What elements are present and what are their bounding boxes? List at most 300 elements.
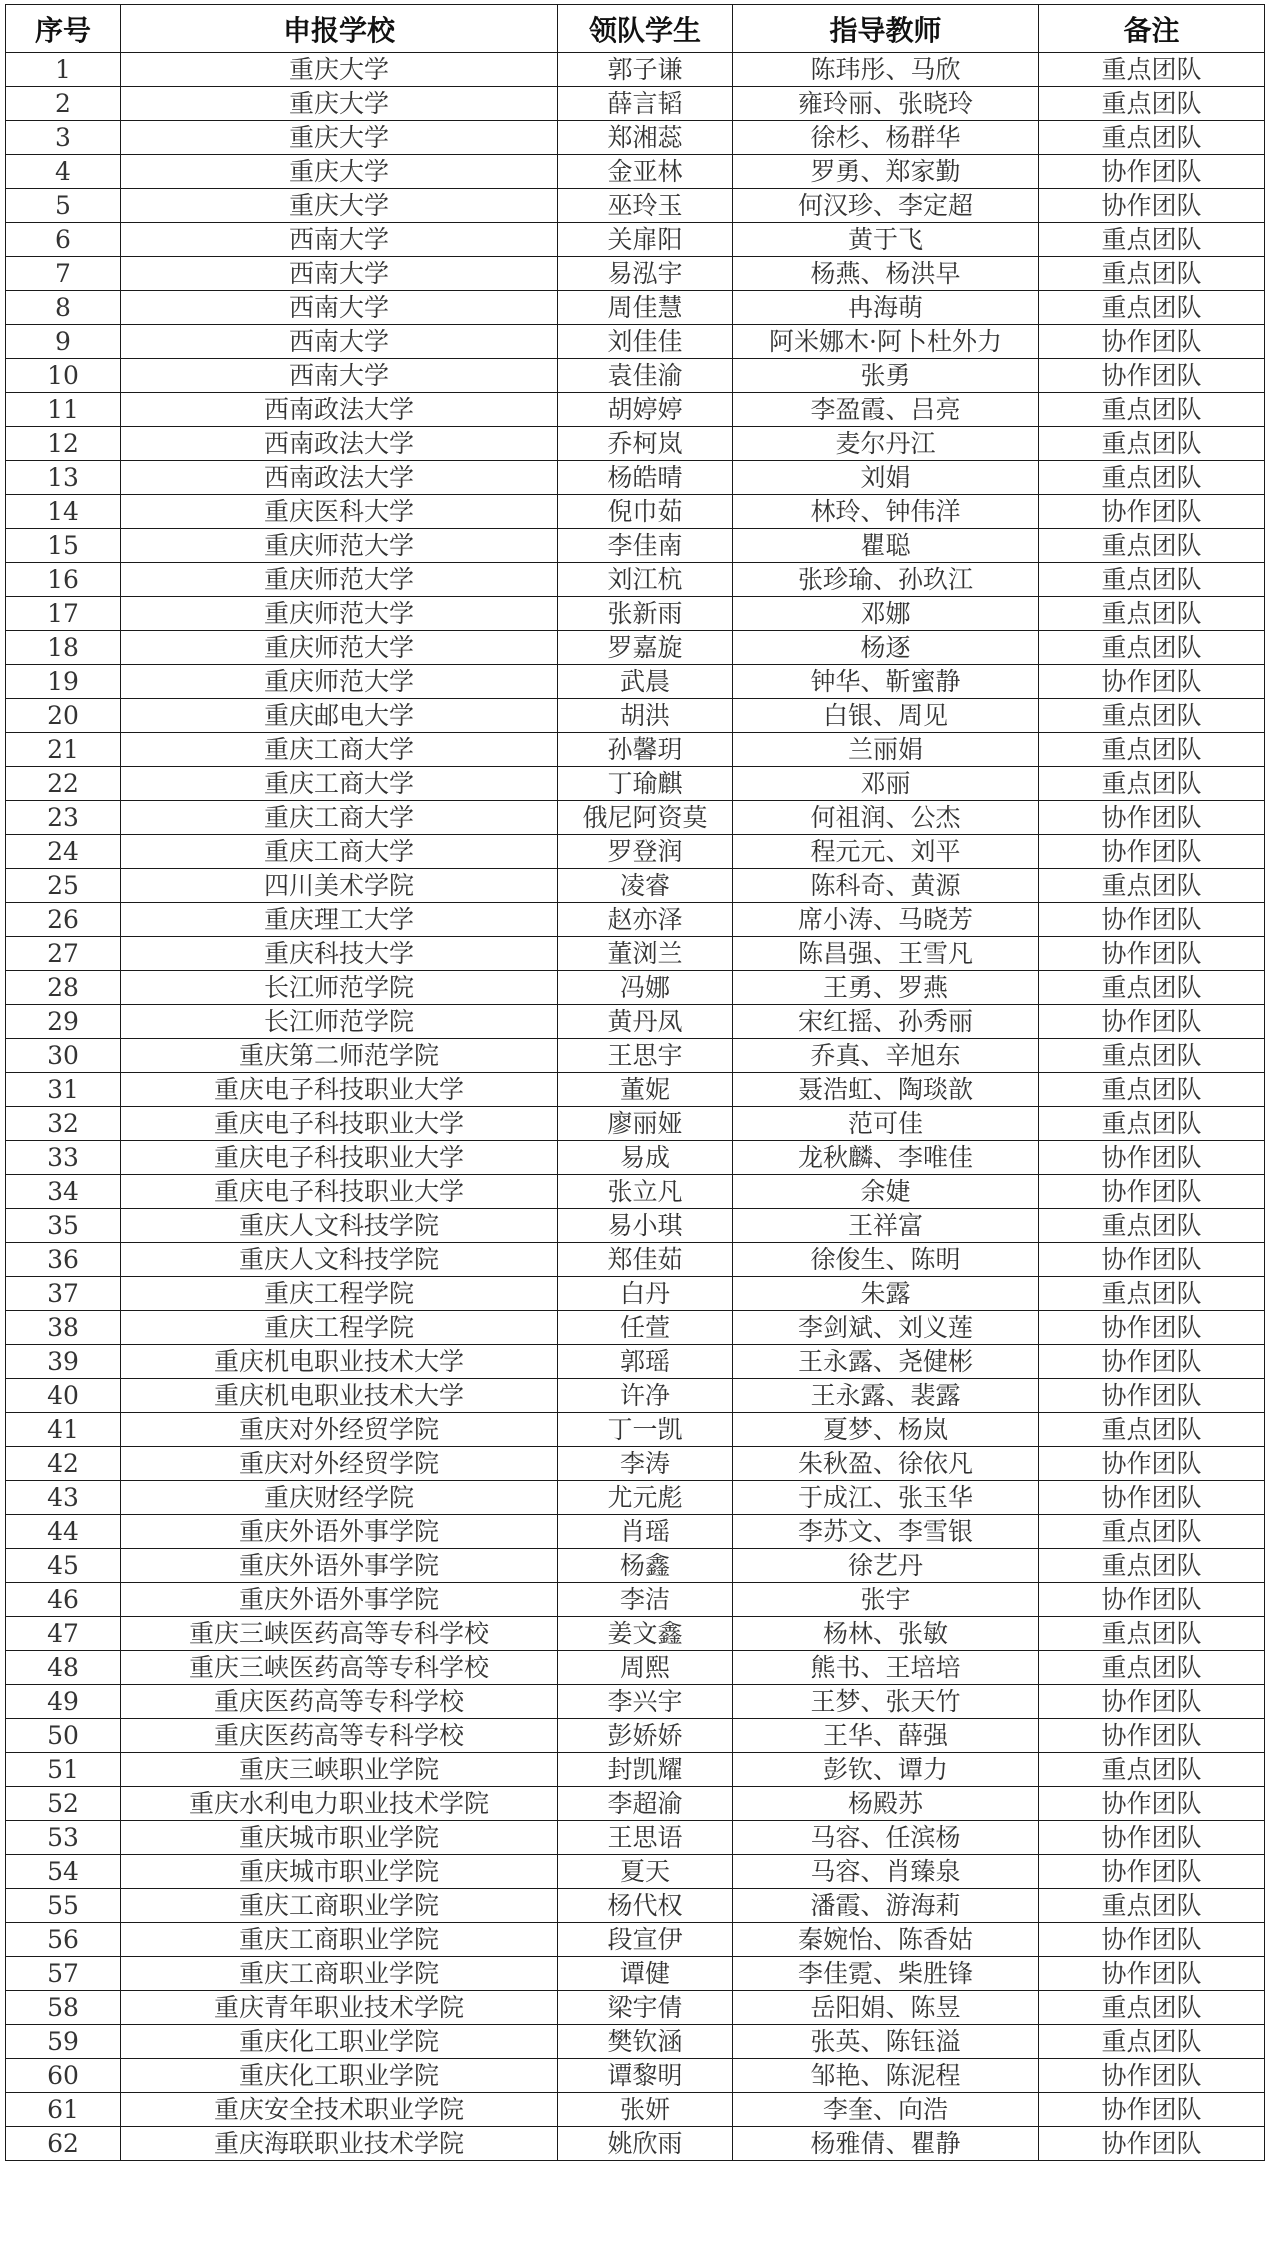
cell-index: 57 [6, 1957, 121, 1991]
cell-school: 重庆外语外事学院 [121, 1549, 558, 1583]
table-row [6, 1413, 1265, 1447]
cell-teacher: 王梦、张天竹 [733, 1685, 1039, 1719]
cell-student: 倪巾茹 [558, 495, 733, 529]
cell-note: 协作团队 [1039, 2059, 1265, 2093]
table-row [6, 1651, 1265, 1685]
cell-note: 协作团队 [1039, 1141, 1265, 1175]
cell-note: 重点团队 [1039, 1277, 1265, 1311]
cell-teacher: 罗勇、郑家勤 [733, 155, 1039, 189]
table-row [6, 1957, 1265, 1991]
cell-teacher: 王永露、尧健彬 [733, 1345, 1039, 1379]
table-row [6, 767, 1265, 801]
cell-teacher: 陈玮彤、马欣 [733, 53, 1039, 87]
cell-student: 胡婷婷 [558, 393, 733, 427]
table-row [6, 1447, 1265, 1481]
cell-note: 协作团队 [1039, 1685, 1265, 1719]
cell-index: 17 [6, 597, 121, 631]
cell-teacher: 王华、薛强 [733, 1719, 1039, 1753]
cell-index: 15 [6, 529, 121, 563]
cell-school: 西南政法大学 [121, 427, 558, 461]
cell-teacher: 宋红摇、孙秀丽 [733, 1005, 1039, 1039]
cell-index: 25 [6, 869, 121, 903]
cell-teacher: 阿米娜木·阿卜杜外力 [733, 325, 1039, 359]
table-row [6, 1209, 1265, 1243]
cell-index: 23 [6, 801, 121, 835]
cell-school: 重庆水利电力职业技术学院 [121, 1787, 558, 1821]
table-row [6, 1787, 1265, 1821]
cell-index: 53 [6, 1821, 121, 1855]
cell-student: 黄丹凤 [558, 1005, 733, 1039]
cell-school: 重庆工程学院 [121, 1311, 558, 1345]
cell-index: 3 [6, 121, 121, 155]
cell-student: 丁瑜麒 [558, 767, 733, 801]
cell-teacher: 秦婉怡、陈香姑 [733, 1923, 1039, 1957]
cell-student: 李超渝 [558, 1787, 733, 1821]
cell-teacher: 刘娟 [733, 461, 1039, 495]
table-row [6, 869, 1265, 903]
table-row [6, 2059, 1265, 2093]
cell-note: 协作团队 [1039, 495, 1265, 529]
cell-school: 西南大学 [121, 359, 558, 393]
cell-school: 重庆外语外事学院 [121, 1515, 558, 1549]
cell-index: 50 [6, 1719, 121, 1753]
cell-note: 重点团队 [1039, 597, 1265, 631]
cell-student: 金亚林 [558, 155, 733, 189]
cell-teacher: 张珍瑜、孙玖江 [733, 563, 1039, 597]
cell-teacher: 邓丽 [733, 767, 1039, 801]
cell-note: 协作团队 [1039, 1345, 1265, 1379]
table-row [6, 699, 1265, 733]
cell-index: 1 [6, 53, 121, 87]
cell-index: 56 [6, 1923, 121, 1957]
table-row [6, 257, 1265, 291]
cell-index: 26 [6, 903, 121, 937]
cell-student: 刘佳佳 [558, 325, 733, 359]
cell-note: 重点团队 [1039, 767, 1265, 801]
table-row [6, 1141, 1265, 1175]
cell-student: 梁宇倩 [558, 1991, 733, 2025]
cell-school: 西南大学 [121, 325, 558, 359]
cell-note: 重点团队 [1039, 971, 1265, 1005]
cell-teacher: 陈昌强、王雪凡 [733, 937, 1039, 971]
cell-teacher: 李剑斌、刘义莲 [733, 1311, 1039, 1345]
cell-note: 重点团队 [1039, 427, 1265, 461]
cell-teacher: 王勇、罗燕 [733, 971, 1039, 1005]
cell-teacher: 陈科奇、黄源 [733, 869, 1039, 903]
cell-student: 凌睿 [558, 869, 733, 903]
cell-index: 11 [6, 393, 121, 427]
cell-school: 重庆师范大学 [121, 597, 558, 631]
cell-student: 李兴宇 [558, 1685, 733, 1719]
cell-index: 39 [6, 1345, 121, 1379]
cell-student: 易小琪 [558, 1209, 733, 1243]
cell-school: 西南大学 [121, 291, 558, 325]
cell-student: 肖瑶 [558, 1515, 733, 1549]
cell-school: 重庆师范大学 [121, 665, 558, 699]
cell-student: 姜文鑫 [558, 1617, 733, 1651]
team-table [5, 4, 1265, 2161]
cell-index: 62 [6, 2127, 121, 2161]
cell-school: 重庆师范大学 [121, 529, 558, 563]
cell-school: 重庆海联职业技术学院 [121, 2127, 558, 2161]
cell-school: 重庆大学 [121, 155, 558, 189]
cell-student: 刘江杭 [558, 563, 733, 597]
cell-teacher: 李盈霞、吕亮 [733, 393, 1039, 427]
cell-note: 协作团队 [1039, 1005, 1265, 1039]
cell-school: 重庆三峡医药高等专科学校 [121, 1651, 558, 1685]
table-row [6, 1345, 1265, 1379]
table-row [6, 495, 1265, 529]
cell-student: 杨皓晴 [558, 461, 733, 495]
cell-index: 42 [6, 1447, 121, 1481]
table-row [6, 189, 1265, 223]
cell-student: 李佳南 [558, 529, 733, 563]
cell-teacher: 马容、任滨杨 [733, 1821, 1039, 1855]
table-row [6, 1005, 1265, 1039]
cell-school: 重庆大学 [121, 53, 558, 87]
cell-note: 重点团队 [1039, 1413, 1265, 1447]
cell-note: 协作团队 [1039, 189, 1265, 223]
cell-note: 协作团队 [1039, 801, 1265, 835]
cell-student: 罗登润 [558, 835, 733, 869]
cell-teacher: 程元元、刘平 [733, 835, 1039, 869]
cell-student: 李洁 [558, 1583, 733, 1617]
cell-note: 协作团队 [1039, 835, 1265, 869]
team-table-container [5, 4, 1264, 2161]
table-row [6, 1243, 1265, 1277]
cell-school: 重庆工商职业学院 [121, 1957, 558, 1991]
cell-school: 重庆人文科技学院 [121, 1243, 558, 1277]
cell-index: 34 [6, 1175, 121, 1209]
cell-school: 重庆工商大学 [121, 801, 558, 835]
cell-teacher: 白银、周见 [733, 699, 1039, 733]
cell-school: 重庆科技大学 [121, 937, 558, 971]
cell-note: 协作团队 [1039, 1379, 1265, 1413]
cell-student: 张妍 [558, 2093, 733, 2127]
cell-note: 重点团队 [1039, 631, 1265, 665]
cell-note: 协作团队 [1039, 1719, 1265, 1753]
cell-student: 彭娇娇 [558, 1719, 733, 1753]
table-row [6, 155, 1265, 189]
cell-teacher: 彭钦、谭力 [733, 1753, 1039, 1787]
cell-index: 36 [6, 1243, 121, 1277]
cell-index: 47 [6, 1617, 121, 1651]
header-teacher: 指导教师 [733, 5, 1039, 53]
cell-school: 重庆理工大学 [121, 903, 558, 937]
header-index: 序号 [6, 5, 121, 53]
cell-school: 重庆大学 [121, 87, 558, 121]
cell-teacher: 王永露、裴露 [733, 1379, 1039, 1413]
table-row [6, 733, 1265, 767]
cell-student: 关扉阳 [558, 223, 733, 257]
cell-note: 重点团队 [1039, 291, 1265, 325]
cell-index: 51 [6, 1753, 121, 1787]
cell-student: 杨代权 [558, 1889, 733, 1923]
table-row [6, 2025, 1265, 2059]
cell-index: 41 [6, 1413, 121, 1447]
cell-school: 重庆工商大学 [121, 733, 558, 767]
table-body [6, 53, 1265, 2161]
cell-school: 重庆化工职业学院 [121, 2025, 558, 2059]
cell-student: 俄尼阿资莫 [558, 801, 733, 835]
table-row [6, 87, 1265, 121]
cell-note: 重点团队 [1039, 1107, 1265, 1141]
cell-index: 30 [6, 1039, 121, 1073]
table-row [6, 1039, 1265, 1073]
cell-note: 重点团队 [1039, 1039, 1265, 1073]
cell-teacher: 龙秋麟、李唯佳 [733, 1141, 1039, 1175]
cell-index: 19 [6, 665, 121, 699]
cell-school: 重庆安全技术职业学院 [121, 2093, 558, 2127]
table-row [6, 2127, 1265, 2161]
cell-school: 重庆外语外事学院 [121, 1583, 558, 1617]
cell-school: 西南大学 [121, 257, 558, 291]
cell-student: 巫玲玉 [558, 189, 733, 223]
cell-student: 郑湘蕊 [558, 121, 733, 155]
cell-student: 丁一凯 [558, 1413, 733, 1447]
cell-teacher: 于成江、张玉华 [733, 1481, 1039, 1515]
cell-teacher: 马容、肖臻泉 [733, 1855, 1039, 1889]
table-row [6, 1855, 1265, 1889]
table-row [6, 529, 1265, 563]
cell-note: 协作团队 [1039, 1481, 1265, 1515]
cell-student: 董妮 [558, 1073, 733, 1107]
cell-student: 王思语 [558, 1821, 733, 1855]
cell-student: 薛言韬 [558, 87, 733, 121]
cell-teacher: 徐俊生、陈明 [733, 1243, 1039, 1277]
cell-student: 袁佳渝 [558, 359, 733, 393]
cell-note: 重点团队 [1039, 563, 1265, 597]
cell-note: 重点团队 [1039, 529, 1265, 563]
cell-index: 18 [6, 631, 121, 665]
cell-note: 协作团队 [1039, 1243, 1265, 1277]
cell-school: 重庆对外经贸学院 [121, 1447, 558, 1481]
table-row [6, 461, 1265, 495]
cell-teacher: 王祥富 [733, 1209, 1039, 1243]
cell-school: 重庆工商大学 [121, 767, 558, 801]
table-row [6, 903, 1265, 937]
cell-school: 重庆三峡医药高等专科学校 [121, 1617, 558, 1651]
cell-school: 重庆三峡职业学院 [121, 1753, 558, 1787]
table-row [6, 1107, 1265, 1141]
cell-teacher: 邓娜 [733, 597, 1039, 631]
cell-teacher: 何祖润、公杰 [733, 801, 1039, 835]
cell-index: 7 [6, 257, 121, 291]
table-row [6, 563, 1265, 597]
cell-note: 重点团队 [1039, 257, 1265, 291]
table-row [6, 1991, 1265, 2025]
cell-note: 重点团队 [1039, 2025, 1265, 2059]
cell-school: 重庆工程学院 [121, 1277, 558, 1311]
cell-index: 46 [6, 1583, 121, 1617]
cell-note: 协作团队 [1039, 359, 1265, 393]
cell-school: 重庆工商大学 [121, 835, 558, 869]
cell-student: 谭健 [558, 1957, 733, 1991]
table-row [6, 1311, 1265, 1345]
cell-note: 重点团队 [1039, 1549, 1265, 1583]
table-row [6, 359, 1265, 393]
cell-index: 59 [6, 2025, 121, 2059]
cell-student: 白丹 [558, 1277, 733, 1311]
cell-school: 长江师范学院 [121, 971, 558, 1005]
header-school: 申报学校 [121, 5, 558, 53]
cell-note: 协作团队 [1039, 903, 1265, 937]
table-row [6, 121, 1265, 155]
cell-index: 8 [6, 291, 121, 325]
cell-teacher: 朱秋盈、徐依凡 [733, 1447, 1039, 1481]
cell-index: 5 [6, 189, 121, 223]
cell-student: 任萱 [558, 1311, 733, 1345]
cell-student: 王思宇 [558, 1039, 733, 1073]
cell-index: 16 [6, 563, 121, 597]
cell-student: 胡洪 [558, 699, 733, 733]
cell-note: 重点团队 [1039, 733, 1265, 767]
cell-teacher: 杨燕、杨洪早 [733, 257, 1039, 291]
cell-student: 郭瑶 [558, 1345, 733, 1379]
cell-student: 冯娜 [558, 971, 733, 1005]
cell-school: 重庆城市职业学院 [121, 1821, 558, 1855]
cell-note: 协作团队 [1039, 1311, 1265, 1345]
cell-student: 赵亦泽 [558, 903, 733, 937]
cell-index: 12 [6, 427, 121, 461]
cell-student: 武晨 [558, 665, 733, 699]
cell-teacher: 岳阳娟、陈昱 [733, 1991, 1039, 2025]
cell-note: 重点团队 [1039, 1073, 1265, 1107]
cell-index: 31 [6, 1073, 121, 1107]
cell-teacher: 冉海萌 [733, 291, 1039, 325]
cell-student: 廖丽娅 [558, 1107, 733, 1141]
cell-student: 郭子谦 [558, 53, 733, 87]
cell-school: 重庆师范大学 [121, 631, 558, 665]
cell-index: 61 [6, 2093, 121, 2127]
cell-note: 重点团队 [1039, 1651, 1265, 1685]
table-row [6, 1481, 1265, 1515]
table-row [6, 631, 1265, 665]
cell-teacher: 张英、陈钰溢 [733, 2025, 1039, 2059]
cell-teacher: 乔真、辛旭东 [733, 1039, 1039, 1073]
cell-teacher: 余婕 [733, 1175, 1039, 1209]
cell-index: 24 [6, 835, 121, 869]
cell-note: 协作团队 [1039, 1447, 1265, 1481]
cell-school: 重庆大学 [121, 121, 558, 155]
cell-note: 协作团队 [1039, 2093, 1265, 2127]
cell-school: 重庆电子科技职业大学 [121, 1073, 558, 1107]
cell-school: 重庆电子科技职业大学 [121, 1141, 558, 1175]
cell-student: 易成 [558, 1141, 733, 1175]
cell-student: 郑佳茹 [558, 1243, 733, 1277]
cell-note: 协作团队 [1039, 937, 1265, 971]
cell-school: 重庆电子科技职业大学 [121, 1107, 558, 1141]
cell-index: 40 [6, 1379, 121, 1413]
cell-school: 四川美术学院 [121, 869, 558, 903]
table-row [6, 2093, 1265, 2127]
cell-note: 重点团队 [1039, 393, 1265, 427]
table-row [6, 1889, 1265, 1923]
table-row [6, 1379, 1265, 1413]
table-row [6, 1073, 1265, 1107]
cell-teacher: 杨雅倩、瞿静 [733, 2127, 1039, 2161]
cell-teacher: 杨林、张敏 [733, 1617, 1039, 1651]
table-row [6, 1753, 1265, 1787]
cell-school: 重庆医科大学 [121, 495, 558, 529]
cell-teacher: 张宇 [733, 1583, 1039, 1617]
cell-index: 21 [6, 733, 121, 767]
cell-index: 44 [6, 1515, 121, 1549]
cell-index: 14 [6, 495, 121, 529]
cell-student: 许净 [558, 1379, 733, 1413]
header-row [6, 5, 1265, 53]
cell-school: 重庆医药高等专科学校 [121, 1719, 558, 1753]
table-row [6, 427, 1265, 461]
cell-school: 重庆机电职业技术大学 [121, 1379, 558, 1413]
cell-student: 周佳慧 [558, 291, 733, 325]
table-row [6, 597, 1265, 631]
cell-teacher: 熊书、王培培 [733, 1651, 1039, 1685]
table-row [6, 393, 1265, 427]
cell-teacher: 李苏文、李雪银 [733, 1515, 1039, 1549]
table-row [6, 1617, 1265, 1651]
cell-index: 29 [6, 1005, 121, 1039]
cell-school: 重庆财经学院 [121, 1481, 558, 1515]
cell-index: 52 [6, 1787, 121, 1821]
cell-student: 谭黎明 [558, 2059, 733, 2093]
cell-teacher: 雍玲丽、张晓玲 [733, 87, 1039, 121]
cell-index: 4 [6, 155, 121, 189]
cell-teacher: 邹艳、陈泥程 [733, 2059, 1039, 2093]
cell-index: 54 [6, 1855, 121, 1889]
cell-student: 周熙 [558, 1651, 733, 1685]
table-row [6, 937, 1265, 971]
cell-index: 60 [6, 2059, 121, 2093]
cell-student: 易泓宇 [558, 257, 733, 291]
cell-note: 重点团队 [1039, 699, 1265, 733]
cell-student: 张立凡 [558, 1175, 733, 1209]
cell-school: 重庆青年职业技术学院 [121, 1991, 558, 2025]
cell-teacher: 徐艺丹 [733, 1549, 1039, 1583]
cell-index: 49 [6, 1685, 121, 1719]
cell-note: 协作团队 [1039, 2127, 1265, 2161]
cell-note: 协作团队 [1039, 1855, 1265, 1889]
cell-student: 乔柯岚 [558, 427, 733, 461]
cell-student: 夏天 [558, 1855, 733, 1889]
cell-teacher: 何汉珍、李定超 [733, 189, 1039, 223]
cell-index: 58 [6, 1991, 121, 2025]
cell-note: 重点团队 [1039, 869, 1265, 903]
header-note: 备注 [1039, 5, 1265, 53]
cell-note: 协作团队 [1039, 155, 1265, 189]
cell-school: 重庆大学 [121, 189, 558, 223]
cell-note: 重点团队 [1039, 223, 1265, 257]
cell-index: 37 [6, 1277, 121, 1311]
cell-teacher: 潘霞、游海莉 [733, 1889, 1039, 1923]
cell-index: 22 [6, 767, 121, 801]
cell-teacher: 李佳霓、柴胜锋 [733, 1957, 1039, 1991]
cell-student: 姚欣雨 [558, 2127, 733, 2161]
cell-student: 孙馨玥 [558, 733, 733, 767]
cell-note: 重点团队 [1039, 1209, 1265, 1243]
table-row [6, 291, 1265, 325]
table-row [6, 1719, 1265, 1753]
header-student: 领队学生 [558, 5, 733, 53]
cell-student: 封凯耀 [558, 1753, 733, 1787]
cell-note: 协作团队 [1039, 1957, 1265, 1991]
table-row [6, 1583, 1265, 1617]
cell-student: 杨鑫 [558, 1549, 733, 1583]
table-row [6, 1515, 1265, 1549]
cell-note: 协作团队 [1039, 1787, 1265, 1821]
cell-teacher: 朱露 [733, 1277, 1039, 1311]
cell-school: 重庆医药高等专科学校 [121, 1685, 558, 1719]
